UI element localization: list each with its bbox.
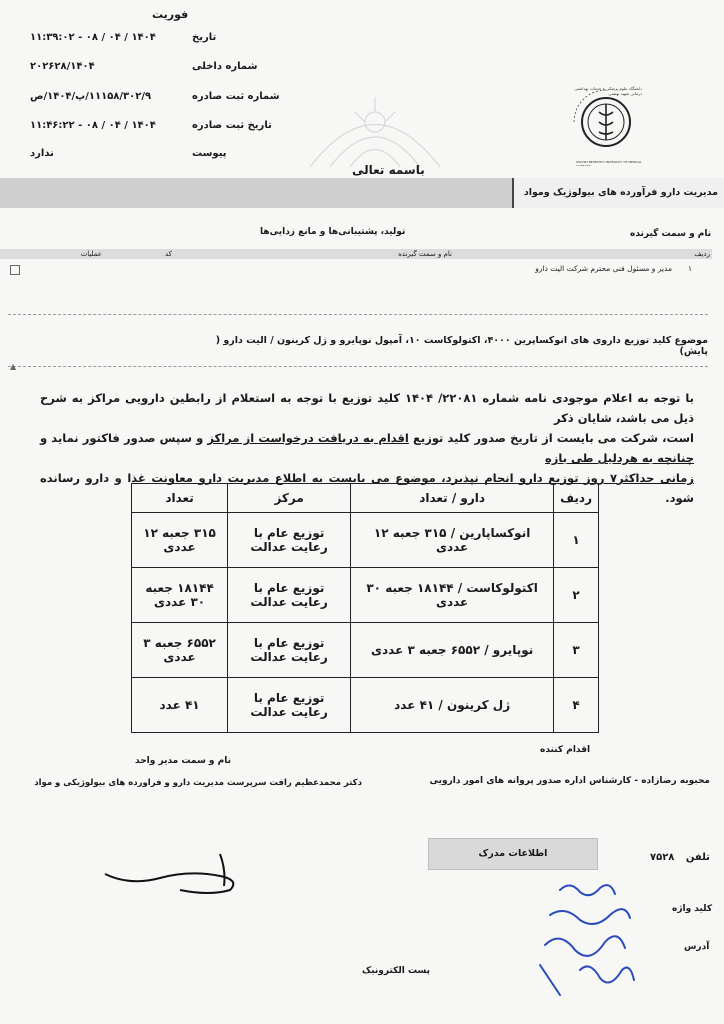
cell-drug: نوپایرو / ۶۵۵۲ جعبه ۳ عددی [351, 623, 554, 678]
body-line-1: با توجه به اعلام موجودی نامه شماره ۲۲۰۸۱/ ۱۴۰۴ کلید توزیع با توجه به استعلام از رابطین دارویی مراکز به شرح ذیل می باشد، شایان ذکر [40, 391, 694, 425]
cell-drug: اکتولوکاست / ۱۸۱۴۴ جعبه ۳۰ عددی [351, 568, 554, 623]
subject-line: موضوع کلید توزیع داروی های انوکساپرین ۴۰۰۰، اکتولوکاست ۱۰، آمپول نوپایرو و ژل کرینون / الیت دارو ( پایش) [215, 335, 708, 357]
meta-value: ۱۴۰۴ / ۰۴ / ۰۸ - ۱۱:۴۶:۲۲ [30, 120, 156, 131]
basmala: باسمه تعالی [352, 163, 425, 177]
body-underlined: چنانچه به هردلیل طی بازه [544, 451, 694, 465]
logo-text: دانشگاه علوم پزشکی و خدمات بهداشتی درمانی شهید بهشتی [574, 86, 642, 96]
signer-label: نام و سمت مدیر واحد [135, 756, 232, 766]
cell-drug: انوکساپارین / ۳۱۵ جعبه ۱۲ عددی [351, 513, 554, 568]
table-row [132, 623, 599, 678]
cell-count: ۱۸۱۴۴ جعبه ۳۰ عددی [132, 568, 228, 623]
recipient-row-name: مدیر و مسئول فنی محترم شرکت الیت دارو [535, 264, 672, 273]
th-count: تعداد [132, 484, 228, 513]
cell-center: توزیع عام با رعایت عدالت [228, 568, 351, 623]
meta-value: ندارد [30, 148, 54, 159]
col-ops: عملیات [80, 250, 102, 258]
cell-center: توزیع عام با رعایت عدالت [228, 678, 351, 733]
cell-row: ۳ [554, 623, 599, 678]
cell-center: توزیع عام با رعایت عدالت [228, 623, 351, 678]
keyword-label: کلید واژه [672, 904, 713, 914]
cell-count: ۴۱ عدد [132, 678, 228, 733]
meta-label: تاریخ [192, 32, 217, 43]
ornament-icon [300, 92, 450, 172]
scroll-arrow-icon[interactable]: ▲ [10, 362, 17, 371]
address-label: آدرس [684, 942, 710, 952]
cell-drug: ژل کرینون / ۴۱ عدد [351, 678, 554, 733]
table-row [132, 568, 599, 623]
handwritten-note-icon [530, 870, 670, 1010]
meta-value: ۱۴۰۴ / ۰۴ / ۰۸ - ۱۱:۳۹:۰۲ [30, 32, 156, 43]
recipient-row-number: ۱ [687, 264, 692, 273]
phone-label: تلفن [685, 852, 710, 863]
table-row [132, 678, 599, 733]
documents-info-button[interactable] [428, 838, 598, 870]
urgency-label: فوریت [152, 8, 189, 21]
recipient-org: تولید، پشتیبانی‌ها و مانع زدایی‌ها [260, 227, 406, 237]
phone-value: ۷۵۲۸ [650, 852, 675, 863]
actor-name: محبوبه رضازاده - کارشناس اداره صدور پروانه های امور دارویی [429, 776, 710, 786]
recipient-row [0, 262, 712, 276]
logo-latin-text: SHAHID BEHESHTI UNIVERSITY OF MEDICAL SCIENCES [576, 160, 642, 166]
th-center: مرکز [228, 484, 351, 513]
signer-name: دکتر محمدعظیم رافت سرپرست مدیریت دارو و فراورده های بیولوژیکی و مواد [34, 778, 362, 788]
cell-row: ۲ [554, 568, 599, 623]
meta-value: ۱۱۱۵۸/۳۰۲/۹/پ/۱۴۰۴/ص [30, 91, 152, 102]
recipient-label: نام و سمت گیرنده [630, 229, 712, 239]
cell-center: توزیع عام با رعایت عدالت [228, 513, 351, 568]
cell-row: ۴ [554, 678, 599, 733]
cell-count: ۳۱۵ جعبه ۱۲ عددی [132, 513, 228, 568]
meta-label: پیوست [192, 148, 227, 159]
phone-row [650, 852, 710, 863]
department-name: مدیریت دارو فرآورده های بیولوژیک ومواد [523, 187, 718, 198]
recipient-table-header [0, 249, 712, 259]
document-icon[interactable] [10, 265, 20, 275]
department-band [0, 178, 724, 208]
body-text: ، موضوع می بایست به اطلاع مدیریت دارو معاونت غذا و دارو رسانده شود. [40, 471, 694, 505]
th-drug: دارو / تعداد [351, 484, 554, 513]
table-header-row [132, 484, 599, 513]
email-label: پست الکترونیک [362, 966, 431, 976]
col-name: نام و سمت گیرنده [398, 250, 452, 258]
table-row [132, 513, 599, 568]
divider [8, 366, 708, 367]
col-code: کد [164, 250, 172, 258]
meta-label: شماره داخلی [192, 61, 258, 72]
body-text: است، شرکت می بایست از تاریخ صدور کلید توزیع [408, 431, 694, 445]
body-underlined: زمانی حداکثر۷ روز توزیع دارو انجام نپذیرد [445, 471, 694, 485]
meta-label: تاریخ ثبت صادره [192, 120, 272, 131]
cell-row: ۱ [554, 513, 599, 568]
body-underlined: اقدام به دریافت درخواست از مراکز [207, 431, 409, 445]
department-label-box [512, 178, 724, 208]
signature-icon [100, 846, 250, 896]
distribution-table [131, 483, 599, 733]
col-row: ردیف [694, 250, 710, 258]
meta-value: ۲۰۲۶۲۸/۱۴۰۴ [30, 61, 95, 72]
actor-label: اقدام کننده [540, 745, 591, 755]
cell-count: ۶۵۵۲ جعبه ۳ عددی [132, 623, 228, 678]
meta-label: شماره ثبت صادره [192, 91, 280, 102]
th-row: ردیف [554, 484, 599, 513]
divider [8, 314, 708, 315]
documents-info-label: اطلاعات مدرک [478, 848, 548, 859]
body-text: و سپس صدور فاکتور نماید و [40, 431, 208, 445]
body-line-2 [40, 428, 694, 468]
